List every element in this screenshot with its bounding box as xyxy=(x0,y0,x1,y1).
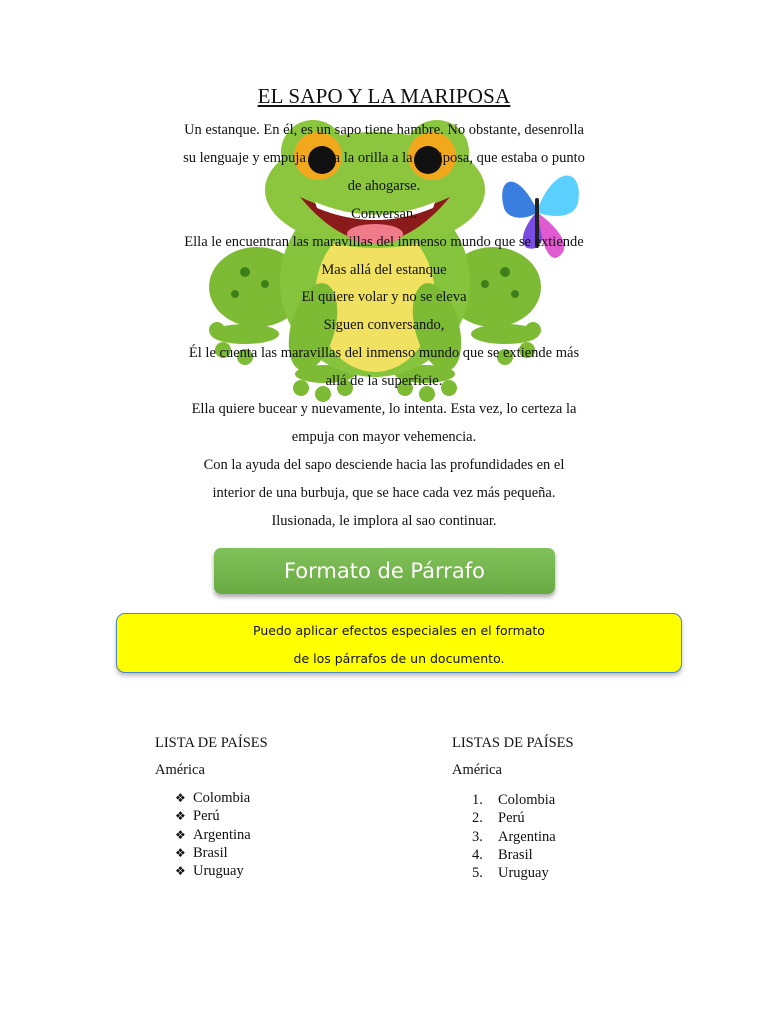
list-item-label: Uruguay xyxy=(193,863,244,880)
list-item xyxy=(175,807,251,825)
list-item xyxy=(472,791,556,809)
list-subheading: América xyxy=(155,762,205,778)
story-line: El quiere volar y no se eleva xyxy=(301,289,467,306)
story-line: interior de una burbuja, que se hace cada vez más pequeña. xyxy=(212,484,556,501)
list-item-label: Brasil xyxy=(498,846,533,863)
diamond-bullet-icon: ❖ xyxy=(175,845,186,860)
story-text xyxy=(160,117,608,536)
diamond-bullet-icon: ❖ xyxy=(175,827,186,842)
story-line: su lenguaje y empuja hacia la orilla a la mariposa, que estaba o punto xyxy=(183,149,585,166)
story-line: Con la ayuda del sapo desciende hacia las profundidades en el xyxy=(203,456,565,473)
list-item xyxy=(472,809,556,827)
callout-line: Puedo aplicar efectos especiales en el formato xyxy=(253,623,545,638)
list-number: 3. xyxy=(472,828,483,845)
list-item-label: Perú xyxy=(498,810,525,827)
story-line: de ahogarse. xyxy=(347,177,421,194)
list-item-label: Argentina xyxy=(498,828,556,845)
bullet-list xyxy=(175,789,251,880)
list-item xyxy=(472,864,556,882)
story-line: Ilusionada, le implora al sao continuar. xyxy=(271,512,497,529)
story-line: Ella le encuentran las maravillas del inmenso mundo que se extiende xyxy=(184,233,584,250)
story-line: Conversan. xyxy=(351,205,417,222)
list-heading: LISTAS DE PAÍSES xyxy=(452,735,574,751)
story-line: allá de la superficie. xyxy=(325,373,443,390)
list-subheading: América xyxy=(452,762,502,778)
callout-line: de los párrafos de un documento. xyxy=(293,651,505,666)
list-item xyxy=(472,828,556,846)
list-heading: LISTA DE PAÍSES xyxy=(155,735,268,751)
story-line: Mas allá del estanque xyxy=(321,261,447,278)
list-item-label: Brasil xyxy=(193,844,228,861)
story-line: Un estanque. En él, es un sapo tiene hambre. No obstante, desenrolla xyxy=(184,122,584,138)
list-item-label: Uruguay xyxy=(498,865,549,882)
list-number: 4. xyxy=(472,846,483,863)
paragraph-format-banner: Formato de Párrafo xyxy=(214,548,555,594)
document-title: EL SAPO Y LA MARIPOSA xyxy=(257,84,511,108)
list-number: 5. xyxy=(472,865,483,882)
list-number: 1. xyxy=(472,792,483,808)
list-item xyxy=(175,789,251,807)
list-item-label: Argentina xyxy=(193,826,251,843)
diamond-bullet-icon: ❖ xyxy=(175,791,186,805)
list-item xyxy=(175,826,251,844)
callout-box xyxy=(116,613,682,673)
story-line: Siguen conversando, xyxy=(323,317,445,334)
numbered-list xyxy=(472,791,556,882)
list-number: 2. xyxy=(472,810,483,827)
story-line: Ella quiere bucear y nuevamente, lo intenta. Esta vez, lo certeza la xyxy=(191,401,577,418)
diamond-bullet-icon: ❖ xyxy=(175,864,186,879)
story-line: empuja con mayor vehemencia. xyxy=(291,428,477,445)
list-item-label: Colombia xyxy=(498,792,556,808)
list-item xyxy=(175,844,251,862)
diamond-bullet-icon: ❖ xyxy=(175,809,186,824)
list-item xyxy=(175,862,251,880)
story-line: Él le cuenta las maravillas del inmenso mundo que se extiende más xyxy=(188,345,580,362)
list-item-label: Colombia xyxy=(193,790,251,806)
list-item xyxy=(472,846,556,864)
list-item-label: Perú xyxy=(193,808,220,825)
